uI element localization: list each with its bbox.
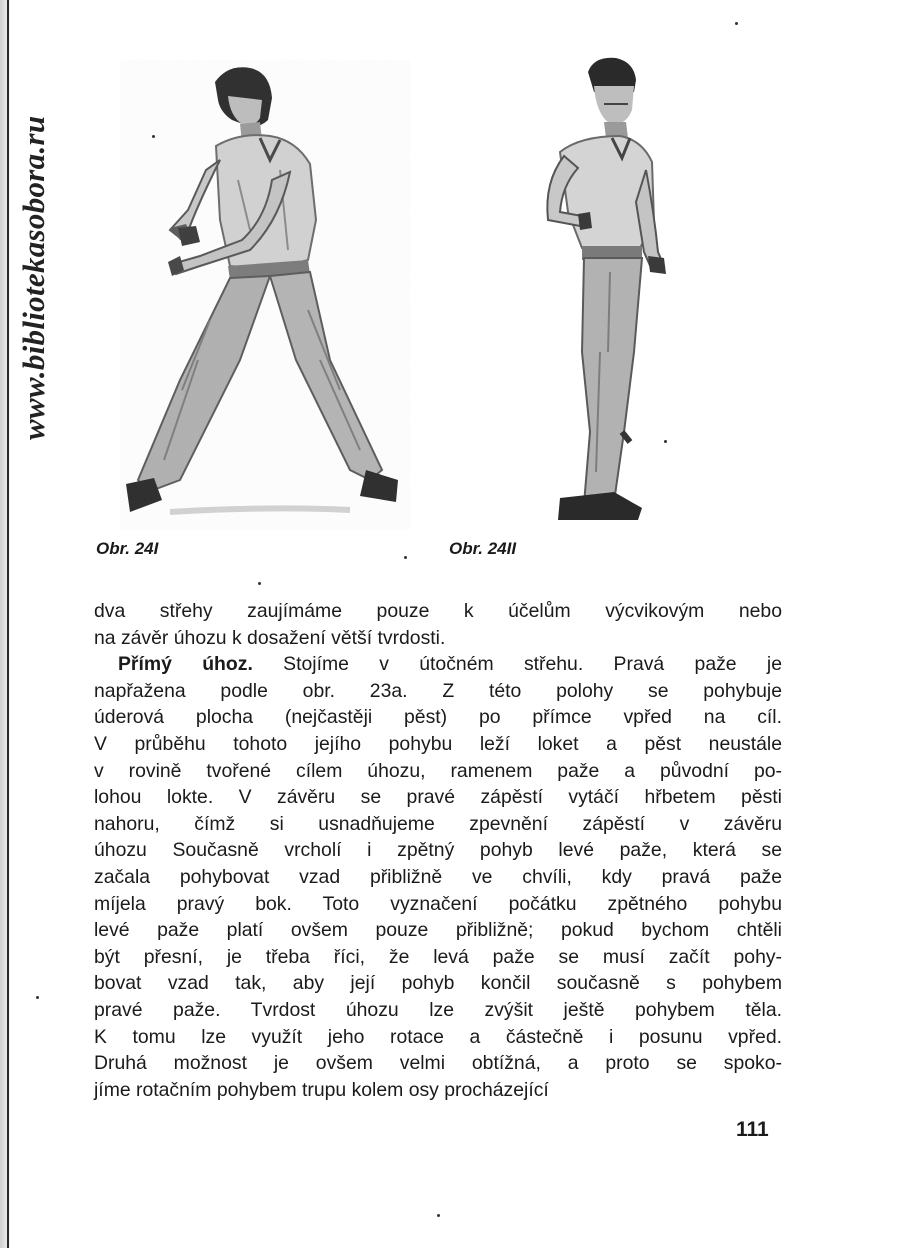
- scan-speck: [404, 556, 407, 559]
- text-line-rest: Stojíme v útočném střehu. Pravá paže je: [283, 653, 782, 676]
- figure-24i-photo: [120, 60, 410, 530]
- text-line: míjela pravý bok. Toto vyznačení počátku zpětného pohybu: [94, 892, 782, 915]
- text-line: dva střehy zaujímáme pouze k účelům výcvikovým nebo: [94, 600, 782, 622]
- text-line: lohou lokte. V závěru se pravé zápěstí vytáčí hřbetem pěsti: [94, 786, 782, 809]
- scan-speck: [152, 135, 155, 138]
- text-line: nahoru, čímž si usnadňujeme zpevnění zápěstí v závěru: [94, 812, 782, 835]
- watermark: www.bibliotekasobora.ru: [16, 115, 51, 440]
- text-line: levé paže platí ovšem pouze přibližně; pokud bychom chtěli: [94, 919, 782, 942]
- text-line: bovat vzad tak, aby její pohyb končil současně s pohybem: [94, 972, 782, 995]
- text-line: v rovině tvořené cílem úhozu, ramenem paže a původní po-: [94, 759, 782, 782]
- scan-speck: [437, 1214, 440, 1217]
- text-line: napřažena podle obr. 23a. Z této polohy se pohybuje: [94, 679, 782, 702]
- scan-speck: [735, 22, 738, 25]
- text-line: pravé paže. Tvrdost úhozu lze zvýšit ještě pohybem těla.: [94, 998, 782, 1021]
- figure-24ii-caption: Obr. 24II: [449, 539, 517, 558]
- text-line: K tomu lze využít jeho rotace a částečně i posunu vpřed.: [94, 1025, 782, 1048]
- binding-shadow: [7, 0, 9, 1248]
- text-line: úderová plocha (nejčastěji pěst) po přímce vpřed na cíl.: [94, 706, 782, 729]
- scan-speck: [258, 582, 261, 585]
- body-text: [94, 598, 782, 1103]
- text-line: úhozu Současně vrcholí i zpětný pohyb levé paže, která se: [94, 839, 782, 862]
- text-line: začala pohybovat vzad přibližně ve chvíli, kdy pravá paže: [94, 865, 782, 888]
- page-number: 111: [736, 1118, 769, 1141]
- text-line: jíme rotačním pohybem trupu kolem osy procházející: [94, 1078, 549, 1101]
- scan-speck: [664, 440, 667, 443]
- scan-speck: [36, 996, 39, 999]
- paragraph-lead-line: [94, 651, 782, 678]
- text-line: V průběhu tohoto jejího pohybu leží loket a pěst neustále: [94, 732, 782, 755]
- text-line: Druhá možnost je ovšem velmi obtížná, a proto se spoko-: [94, 1052, 782, 1075]
- text-line: na závěr úhozu k dosažení větší tvrdosti.: [94, 626, 446, 649]
- figure-24i-caption: Obr. 24I: [96, 539, 159, 558]
- text-line: být přesní, je třeba říci, že levá paže se musí začít pohy-: [94, 945, 782, 968]
- figure-24ii-photo: [530, 52, 680, 530]
- man-narrow-stance-icon: [547, 58, 666, 520]
- section-heading: Přímý úhoz.: [118, 653, 253, 676]
